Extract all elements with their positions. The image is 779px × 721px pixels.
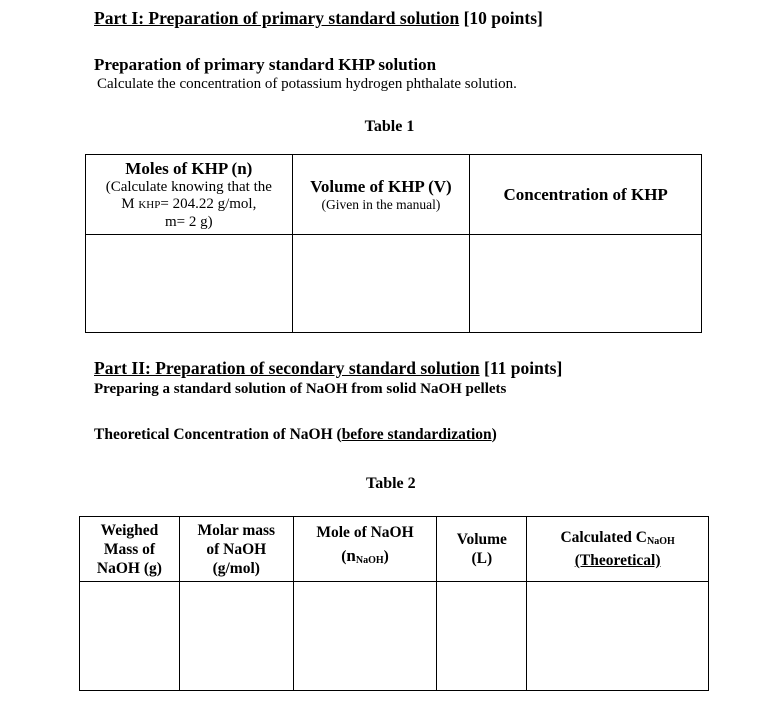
theory-underlined: before standardization xyxy=(341,426,492,443)
part1-title xyxy=(94,8,543,29)
part2-subtitle: Preparing a standard solution of NaOH from solid NaOH pellets xyxy=(94,381,507,397)
table1-cell-volume[interactable] xyxy=(292,235,470,333)
table2-header-calculated xyxy=(527,517,709,582)
table1-col1-title: Moles of KHP (n) xyxy=(125,158,253,178)
table1-cell-concentration[interactable] xyxy=(470,235,702,333)
table1-header-moles xyxy=(86,155,293,235)
table1-entry-row xyxy=(86,235,702,333)
table2-col2-line2: of NaOH xyxy=(206,540,267,558)
table2-entry-row xyxy=(80,582,709,691)
table2-header-mass xyxy=(80,517,180,582)
theory-end: ) xyxy=(491,426,497,443)
table1-header-volume xyxy=(292,155,470,235)
table1-col2-note: (Given in the manual) xyxy=(321,196,441,212)
c-label: Calculated C xyxy=(560,529,647,546)
theory-text: Theoretical Concentration of NaOH ( xyxy=(94,426,342,443)
table1-col2-title: Volume of KHP (V) xyxy=(310,176,452,196)
table2-col1-line1: Weighed xyxy=(100,521,159,539)
c-subscript: NaOH xyxy=(647,536,675,547)
table1-cell-moles[interactable] xyxy=(86,235,293,333)
part1-description: Calculate the concentration of potassium hydrogen phthalate solution. xyxy=(97,76,517,92)
n-paren-open: ( xyxy=(341,548,347,565)
table2-cell-mass[interactable] xyxy=(80,582,180,691)
part1-title-text: Part I: Preparation of primary standard solution xyxy=(94,8,460,28)
molar-mass-symbol: M xyxy=(121,195,135,212)
table2-col2-line1: Molar mass xyxy=(197,521,276,539)
table2-col5-line1 xyxy=(560,529,674,546)
table2-col4-line1: Volume xyxy=(456,531,507,548)
table2-cell-calculated[interactable] xyxy=(527,582,709,691)
table2-header-volume xyxy=(437,517,527,582)
n-paren-close: ) xyxy=(383,548,389,565)
table2-caption: Table 2 xyxy=(366,475,416,492)
molar-mass-value: = 204.22 g/mol, xyxy=(160,195,257,212)
table2-header-row xyxy=(80,517,709,582)
table2-header-molar-mass xyxy=(179,517,293,582)
table2-cell-volume[interactable] xyxy=(437,582,527,691)
table2-cell-molar-mass[interactable] xyxy=(179,582,293,691)
theoretical-concentration-heading xyxy=(94,426,497,444)
table1-col1-note-line1: (Calculate knowing that the xyxy=(105,178,272,195)
table1-col3-title: Concentration of KHP xyxy=(503,184,668,204)
table2-col2-line3: (g/mol) xyxy=(212,559,260,577)
table2-col3-line2 xyxy=(341,548,389,565)
table1-col1-note-line3: m= 2 g) xyxy=(165,213,213,230)
part1-points: [10 points] xyxy=(463,8,543,28)
part1-subtitle: Preparation of primary standard KHP solution xyxy=(94,55,437,74)
table1-caption: Table 1 xyxy=(364,118,415,135)
part2-title xyxy=(94,358,562,379)
table1-header-row xyxy=(86,155,702,235)
table2-cell-moles[interactable] xyxy=(293,582,437,691)
table2-col5-line2: (Theoretical) xyxy=(574,552,661,569)
n-subscript: NaOH xyxy=(355,555,384,566)
molar-mass-subscript: KHP xyxy=(138,198,161,211)
table2 xyxy=(79,516,709,691)
table2-col3-line1: Mole of NaOH xyxy=(316,524,414,541)
n-symbol: n xyxy=(346,546,356,565)
table2-col4-line2: (L) xyxy=(471,550,493,567)
part2-points: [11 points] xyxy=(484,358,563,378)
table2-header-moles xyxy=(293,517,437,582)
table1-col1-note-line2 xyxy=(86,196,292,214)
table1-header-concentration xyxy=(470,155,702,235)
table2-col1-line2: Mass of xyxy=(103,540,156,558)
part2-title-text: Part II: Preparation of secondary standard solution xyxy=(94,358,480,378)
table2-col1-line3: NaOH (g) xyxy=(96,559,162,577)
table1 xyxy=(85,154,702,333)
